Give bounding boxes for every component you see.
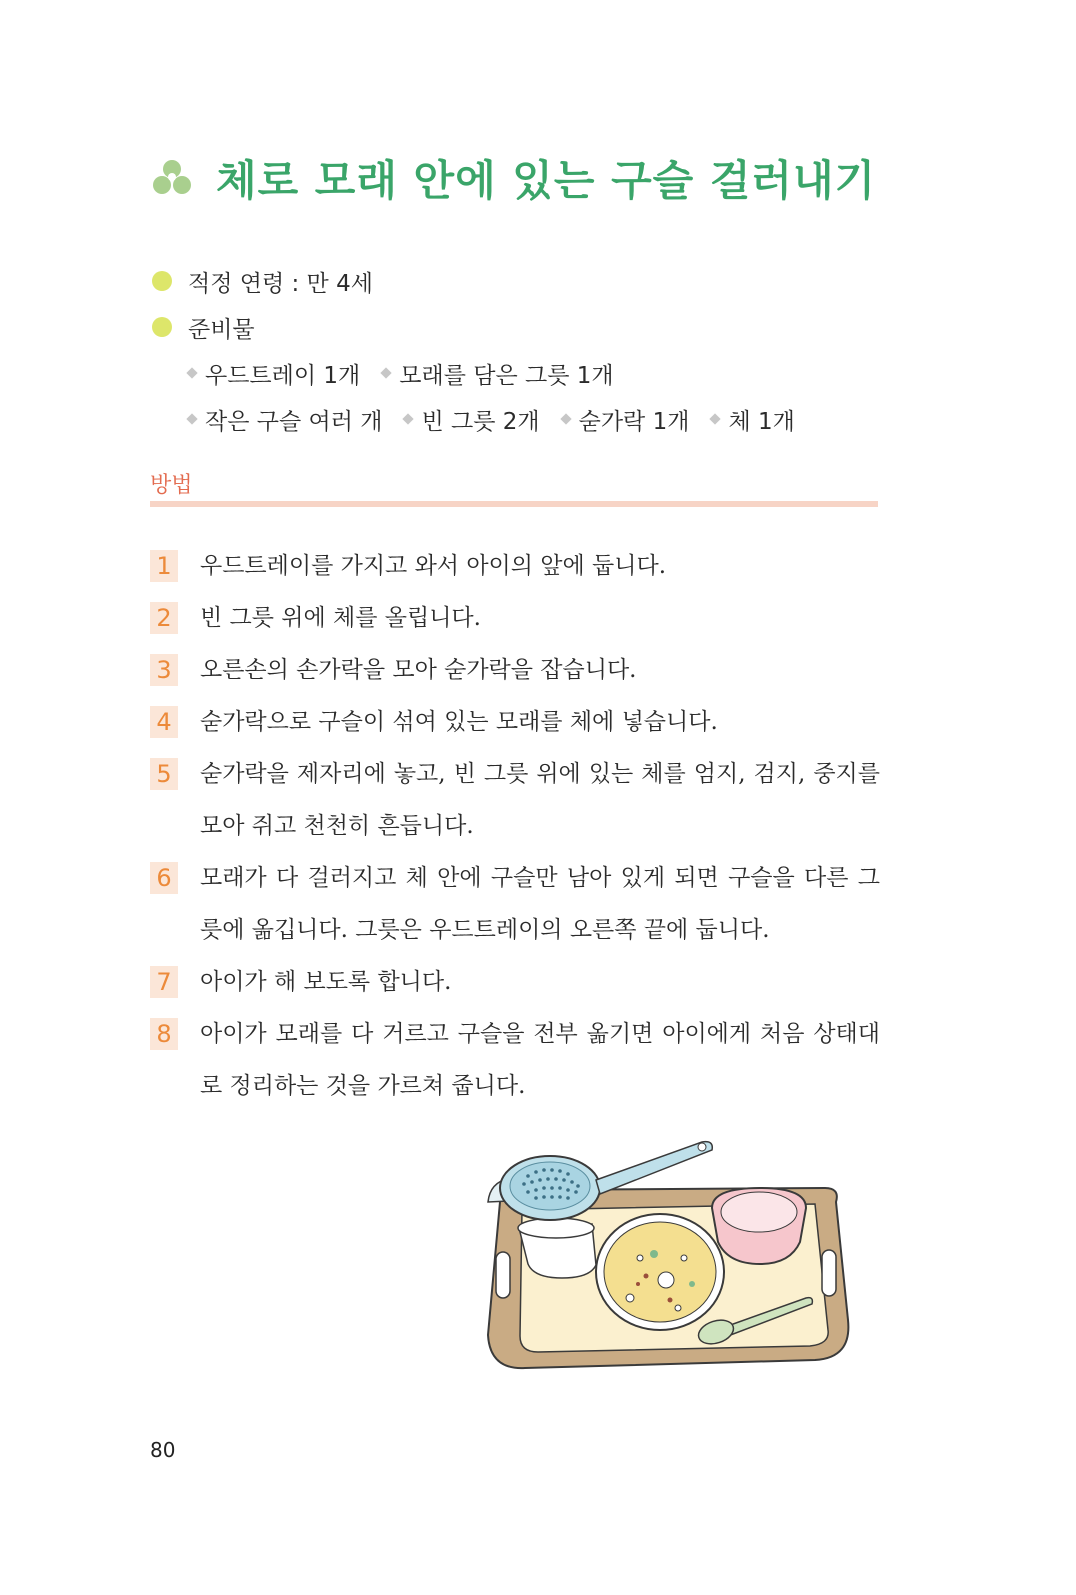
materials-label: 준비물 [188, 316, 255, 343]
step-text: 오른손의 손가락을 모아 숟가락을 잡습니다. [200, 657, 637, 683]
tray-illustration [470, 1130, 860, 1380]
material-text: 빈 그릇 2개 [421, 408, 540, 435]
info-section [152, 258, 817, 442]
step-text: 아이가 해 보도록 합니다. [200, 969, 452, 995]
step-item [150, 748, 880, 852]
step-text: 숟가락으로 구슬이 섞여 있는 모래를 체에 넣습니다. [200, 709, 718, 735]
step-text: 모래가 다 걸러지고 체 안에 구슬만 남아 있게 되면 구슬을 다른 그릇에 옮깁니다. 그릇은 우드트레이의 오른쪽 끝에 둡니다. [200, 865, 880, 943]
step-text: 아이가 모래를 다 거르고 구슬을 전부 옮기면 아이에게 처음 상태대로 정리하는 것을 가르쳐 줍니다. [200, 1021, 880, 1099]
diamond-bullet-icon [403, 413, 414, 424]
step-number: 3 [150, 654, 178, 686]
step-number: 4 [150, 706, 178, 738]
material-text: 숟가락 1개 [578, 408, 690, 435]
material-item [711, 403, 794, 436]
materials-row [152, 304, 817, 350]
material-item [562, 403, 690, 436]
method-label: 방법 [150, 473, 193, 498]
step-number: 8 [150, 1018, 178, 1050]
step-number: 7 [150, 966, 178, 998]
material-item [404, 403, 539, 436]
material-text: 우드트레이 1개 [205, 362, 361, 389]
diamond-bullet-icon [186, 413, 197, 424]
step-number: 5 [150, 758, 178, 790]
materials-list [188, 350, 817, 442]
page-number: 80 [150, 1438, 176, 1462]
step-number: 2 [150, 602, 178, 634]
age-row [152, 258, 817, 304]
step-item [150, 1008, 880, 1112]
diamond-bullet-icon [560, 413, 571, 424]
material-text: 모래를 담은 그릇 1개 [399, 362, 614, 389]
materials-line [188, 396, 817, 442]
bullet-dot-icon [152, 271, 172, 291]
clover-icon [152, 158, 192, 198]
materials-line [188, 350, 817, 396]
method-divider [150, 501, 878, 507]
diamond-bullet-icon [381, 367, 392, 378]
step-item [150, 540, 880, 592]
material-item [382, 357, 613, 390]
bullet-dot-icon [152, 317, 172, 337]
step-number: 1 [150, 550, 178, 582]
step-item [150, 592, 880, 644]
material-item [188, 357, 360, 390]
pink-bowl-icon [712, 1188, 806, 1264]
step-item [150, 852, 880, 956]
sand-bowl-icon [596, 1214, 724, 1330]
age-text: 적정 연령 : 만 4세 [188, 270, 373, 297]
diamond-bullet-icon [186, 367, 197, 378]
diamond-bullet-icon [710, 413, 721, 424]
step-item [150, 696, 880, 748]
step-item [150, 644, 880, 696]
step-number: 6 [150, 862, 178, 894]
steps-list [150, 540, 880, 1112]
material-text: 작은 구슬 여러 개 [205, 408, 383, 435]
step-text: 숟가락을 제자리에 놓고, 빈 그릇 위에 있는 체를 엄지, 검지, 중지를 모아 쥐고 천천히 흔듭니다. [200, 761, 880, 839]
title-row [152, 148, 876, 208]
step-text: 빈 그릇 위에 체를 올립니다. [200, 605, 481, 631]
material-item [188, 403, 382, 436]
step-item [150, 956, 880, 1008]
page-title: 체로 모래 안에 있는 구슬 걸러내기 [216, 156, 877, 205]
step-text: 우드트레이를 가지고 와서 아이의 앞에 둡니다. [200, 553, 667, 579]
material-text: 체 1개 [728, 408, 795, 435]
